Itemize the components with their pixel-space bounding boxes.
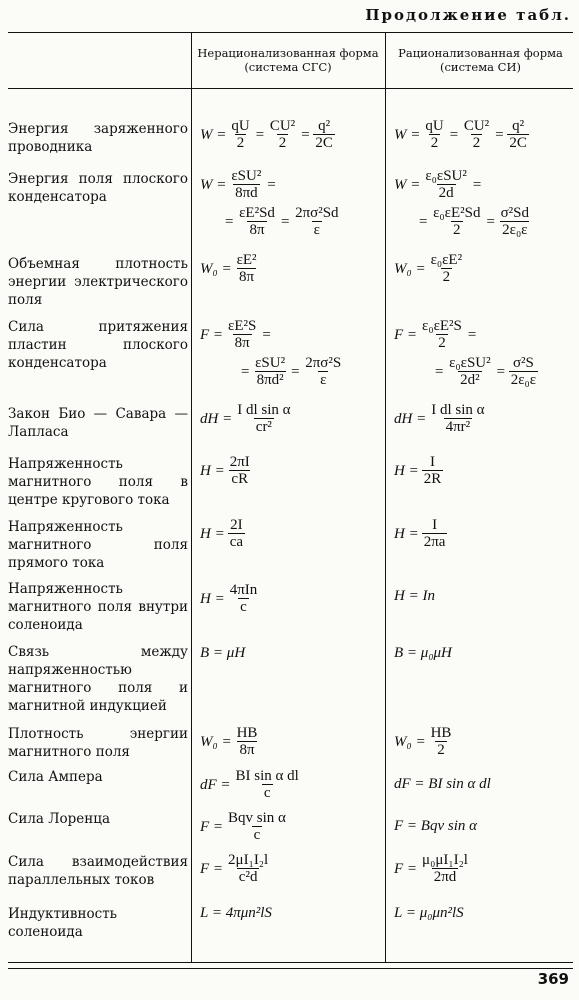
formula-text: H = [394, 462, 419, 479]
formula-text: = [290, 363, 301, 380]
formula-text: W = [394, 126, 421, 143]
row-label-plate-force: Сила притяжения пластин плоского конденсатора [8, 319, 188, 371]
formula-text: F = [394, 860, 418, 877]
formula [392, 118, 530, 151]
row-label-energy-density: Объемная плотность энергии электрического поля [8, 256, 188, 308]
formula [198, 454, 253, 487]
formula-line [392, 118, 530, 151]
fraction [226, 852, 270, 885]
row-label-capacitor-energy: Энергия поля плоского конденсатора [8, 171, 188, 205]
formula-line [392, 168, 532, 201]
formula-line [198, 454, 253, 487]
formula-line [392, 402, 488, 435]
numerator: CU² [269, 118, 296, 134]
formula-line [392, 905, 466, 921]
fraction [509, 355, 538, 388]
fraction [429, 402, 486, 435]
denominator: ε [320, 372, 327, 388]
fraction [229, 168, 263, 201]
fraction [235, 725, 260, 758]
formula-line [392, 776, 493, 792]
denominator: 8π [239, 269, 255, 285]
fraction [228, 517, 245, 550]
formula [392, 776, 493, 792]
numerator: 2πI [229, 454, 250, 470]
formula-text: F = [200, 818, 224, 835]
formula-text: = [300, 126, 311, 143]
numerator: I dl sin α [431, 402, 485, 418]
numerator: σ²Sd [500, 205, 530, 221]
formula-text: W₀ = [200, 260, 232, 277]
formula-line [198, 252, 260, 285]
numerator: I dl sin α [237, 402, 291, 418]
numerator: ε₀εE²Sd [433, 205, 481, 221]
denominator: 2 [442, 269, 451, 285]
numerator: HB [430, 725, 452, 741]
numerator: q² [318, 118, 331, 134]
formula [198, 252, 260, 285]
formula-line [198, 318, 344, 351]
denominator: 2πd [433, 869, 457, 885]
column-header-si: Рационализованная форма (система СИ) [398, 46, 563, 74]
numerator: I [432, 517, 438, 533]
formula-text: L = μ₀μn²lS [394, 905, 464, 921]
formula-line [392, 318, 539, 351]
fraction [293, 205, 341, 238]
numerator: ε₀εE²S [422, 318, 462, 334]
denominator: 2ε₀ε [502, 222, 528, 238]
formula-line [198, 725, 260, 758]
formula-text: dH = [200, 410, 233, 427]
formula [392, 168, 532, 238]
fraction [422, 454, 444, 487]
formula [198, 725, 260, 758]
numerator: 4πIn [229, 582, 258, 598]
fraction [229, 118, 251, 151]
formula-line [198, 810, 289, 843]
formula-text: F = [200, 860, 224, 877]
formula-text: = [448, 126, 459, 143]
row-label-ampere-force: Сила Ампера [8, 769, 103, 785]
row-label-solenoid-inductance: Индуктивность соленоида [8, 906, 118, 940]
fraction [268, 118, 297, 151]
formula-line [198, 645, 247, 661]
fraction [235, 402, 292, 435]
numerator: εSU² [231, 168, 262, 184]
formula-text: H = [200, 590, 225, 607]
formula-text: = [261, 326, 272, 343]
denominator: c [263, 785, 271, 801]
fraction [303, 355, 343, 388]
formula-text: = [224, 213, 235, 230]
denominator: 8πd [235, 185, 258, 201]
fraction [235, 252, 259, 285]
denominator: 2 [437, 742, 445, 758]
fraction [228, 454, 252, 487]
formula [198, 118, 336, 151]
formula [392, 252, 465, 285]
formula [198, 402, 294, 435]
formula [198, 517, 246, 550]
numerator: 2μI₁I₂l [228, 852, 269, 868]
formula-line [222, 205, 342, 238]
formula-text: W = [200, 126, 227, 143]
denominator: 8π [234, 335, 250, 351]
denominator: cR [231, 471, 249, 487]
formula-text: = [485, 213, 496, 230]
formula-text: = [254, 126, 265, 143]
formula [198, 852, 271, 885]
formula-text: H = [394, 525, 419, 542]
formula-text: = [494, 126, 505, 143]
formula-line [432, 355, 539, 388]
formula [198, 810, 289, 843]
numerator: ε₀εSU² [425, 168, 467, 184]
formula [392, 725, 454, 758]
numerator: BI sin α dl [235, 768, 299, 784]
formula-text: W = [200, 176, 227, 193]
formula [392, 454, 444, 487]
formula [392, 402, 488, 435]
numerator: ε₀εE² [430, 252, 463, 268]
numerator: qU [231, 118, 250, 134]
fraction [228, 582, 260, 615]
denominator: c²d [238, 869, 258, 885]
formula [392, 852, 471, 885]
denominator: ε [313, 222, 320, 238]
row-label-circular-current: Напряженность магнитного поля в центре кругового тока [8, 456, 188, 508]
denominator: 8πd² [256, 372, 284, 388]
row-label-straight-current: Напряженность магнитного поля прямого тока [8, 519, 188, 571]
fraction [429, 725, 454, 758]
formula-text: B = μH [200, 645, 246, 661]
formula [198, 905, 274, 921]
denominator: 4πr² [445, 419, 471, 435]
denominator: 2πa [423, 534, 446, 550]
page-title: Продолжение табл. [365, 6, 571, 24]
row-label-lorentz-force: Сила Лоренца [8, 811, 110, 827]
formula [198, 645, 247, 661]
header-rule [8, 88, 573, 89]
fraction [237, 205, 277, 238]
formula-line [238, 355, 344, 388]
numerator: εE²S [228, 318, 257, 334]
formula-line [198, 517, 246, 550]
formula-line [198, 852, 271, 885]
denominator: 2ε₀ε [510, 372, 537, 388]
numerator: εE²Sd [239, 205, 275, 221]
denominator: ca [229, 534, 244, 550]
numerator: 2I [230, 517, 243, 533]
formula-line [198, 768, 302, 801]
numerator: q² [512, 118, 525, 134]
formula-line [392, 818, 479, 834]
denominator: 2d [438, 185, 454, 201]
formula-text: L = 4πμn²lS [200, 905, 272, 921]
formula-line [198, 402, 294, 435]
numerator: HB [236, 725, 258, 741]
page-number: 369 [537, 970, 569, 988]
numerator: I [429, 454, 435, 470]
row-label-biot-savart: Закон Био — Савара — Лапласа [8, 406, 188, 440]
denominator: 2 [453, 222, 461, 238]
denominator: 2d² [460, 372, 480, 388]
formula-line [392, 852, 471, 885]
table-bottom-rule-2 [8, 968, 573, 969]
formula-line [198, 168, 342, 201]
formula-text: = [418, 213, 429, 230]
fraction [507, 118, 529, 151]
formula-line [392, 725, 454, 758]
formula-text: = [434, 363, 445, 380]
denominator: c [240, 599, 247, 615]
denominator: 2 [278, 135, 287, 151]
formula-text: H = In [394, 588, 435, 604]
numerator: εE² [236, 252, 257, 268]
formula-line [392, 252, 465, 285]
fraction [234, 768, 301, 801]
fraction [420, 318, 464, 351]
denominator: 2 [430, 135, 439, 151]
column-divider-2 [385, 32, 386, 962]
table-top-rule [8, 32, 573, 33]
fraction [462, 118, 491, 151]
formula-text: W = [394, 176, 421, 193]
formula-text: = [471, 176, 482, 193]
formula [198, 768, 302, 801]
formula-text: F = [394, 326, 418, 343]
formula-text: W₀ = [394, 733, 426, 750]
fraction [423, 118, 445, 151]
formula-line [392, 454, 444, 487]
table-bottom-rule [8, 962, 573, 963]
formula-text: = [466, 326, 478, 343]
formula-line [392, 588, 437, 604]
numerator: εSU² [255, 355, 286, 371]
formula-text: = [266, 176, 277, 193]
numerator: qU [425, 118, 444, 134]
formula [392, 905, 466, 921]
formula-text: F = [200, 326, 224, 343]
formula-text: H = [200, 462, 225, 479]
formula-text: F = Bqv sin α [394, 818, 477, 834]
formula-line [198, 905, 274, 921]
fraction [420, 852, 470, 885]
formula-line [392, 645, 454, 661]
formula-text: = [495, 363, 506, 380]
fraction [423, 168, 469, 201]
row-label-parallel-currents: Сила взаимодействия параллельных токов [8, 854, 188, 888]
fraction [499, 205, 531, 238]
denominator: cr² [255, 419, 272, 435]
fraction [253, 355, 287, 388]
formula-line [198, 118, 336, 151]
formula-text: = [240, 363, 251, 380]
formula [198, 582, 260, 615]
denominator: 8π [249, 222, 265, 238]
denominator: 2 [236, 135, 245, 151]
formula [392, 818, 479, 834]
denominator: 2R [423, 471, 442, 487]
fraction [226, 810, 288, 843]
formula-text: B = μ₀μH [394, 645, 452, 661]
formula-line [198, 582, 260, 615]
formula-text: W₀ = [394, 260, 426, 277]
formula [198, 168, 342, 238]
fraction [429, 252, 465, 285]
formula-text: H = [200, 525, 225, 542]
formula-text: dF = [200, 776, 231, 793]
numerator: 2πσ²S [305, 355, 342, 371]
fraction [226, 318, 258, 351]
numerator: ε₀εSU² [449, 355, 491, 371]
denominator: 8π [239, 742, 255, 758]
denominator: 2C [509, 135, 527, 151]
row-label-magnetic-energy: Плотность энергии магнитного поля [8, 726, 188, 760]
formula [392, 588, 437, 604]
formula [198, 318, 344, 388]
row-label-solenoid-field: Напряженность магнитного поля внутри соленоида [8, 581, 188, 633]
formula [392, 517, 448, 550]
row-label-conductor-energy: Энергия заряженного проводника [8, 121, 188, 155]
formula-text: W₀ = [200, 733, 232, 750]
numerator: CU² [463, 118, 490, 134]
fraction [447, 355, 493, 388]
numerator: σ²S [512, 355, 534, 371]
numerator: μ₀μI₁I₂l [422, 852, 468, 868]
column-divider-1 [191, 32, 192, 962]
formula-text: = [279, 213, 291, 230]
row-label-field-induction: Связь между напряженностью магнитного поля и магнитной индукцией [8, 644, 188, 714]
formula-text: dH = [394, 410, 427, 427]
denominator: 2 [438, 335, 446, 351]
formula-line [392, 517, 448, 550]
formula-text: dF = BI sin α dl [394, 776, 491, 792]
numerator: 2πσ²Sd [295, 205, 339, 221]
formula [392, 318, 539, 388]
denominator: 2 [472, 135, 481, 151]
denominator: 2C [315, 135, 333, 151]
formula-line [416, 205, 532, 238]
column-header-cgs: Нерационализованная форма (система СГС) [197, 46, 379, 74]
denominator: c [253, 827, 261, 843]
formula [392, 645, 454, 661]
fraction [422, 517, 448, 550]
fraction [313, 118, 335, 151]
numerator: Bqv sin α [228, 810, 286, 826]
fraction [431, 205, 482, 238]
